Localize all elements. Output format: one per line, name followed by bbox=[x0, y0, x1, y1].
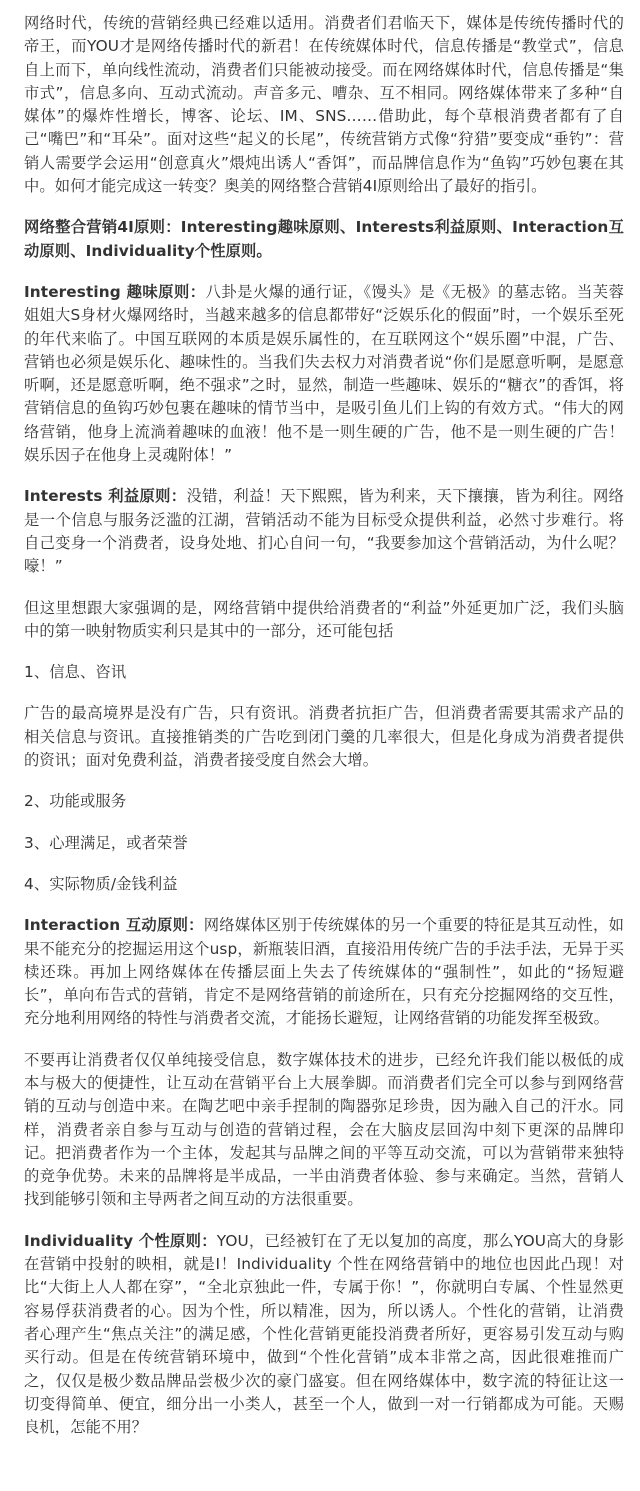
interests-body: 没错，利益！天下熙熙，皆为利来，天下攘攘，皆为利往。网络是一个信息与服务泛滥的江湖，营销活动不能为目标受众提供利益，必然寸步难行。将自己变身一个消费者，设身处地、扪心自问一句，“我要参加这个营销活动，为什么呢？嚎！” bbox=[24, 487, 624, 576]
interaction-body: 网络媒体区别于传统媒体的另一个重要的特征是其互动性，如果不能充分的挖掘运用这个usp，新瓶装旧酒，直接沿用传统广告的手法手法，无异于买椟还珠。再加上网络媒体在传播层面上失去了传统媒体的“强制性”，如此的“扬短避长”，单向布告式的营销，肯定不是网络营销的前途所在，只有充分挖掘网络的交互性，充分地利用网络的特性与消费者交流，才能扬长避短，让网络营销的功能发挥至极致。 bbox=[24, 916, 625, 1028]
benefit-extension-paragraph: 但这里想跟大家强调的是，网络营销中提供给消费者的“利益”外延更加广泛，我们头脑中的第一映射物质实利只是其中的一部分，还可能包括 bbox=[24, 598, 624, 640]
interaction-paragraph bbox=[24, 914, 624, 1030]
interesting-lead: Interesting 趣味原则： bbox=[24, 282, 206, 301]
intro-paragraph: 网络时代，传统的营销经典已经难以适用。消费者们君临天下，媒体是传统传播时代的帝王，而YOU才是网络传播时代的新君！在传统媒体时代，信息传播是“教堂式”，信息自上而下，单向线性流动，消费者们只能被动接受。而在网络媒体时代，信息传播是“集市式”，信息多向、互动式流动。声音多元、嘈杂、互不相同。网络媒体带来了多种“自媒体”的爆炸性增长，博客、论坛、IM、SNS……借助此，每个草根消费者都有了自己“嘴巴”和“耳朵”。面对这些“起义的长尾”，传统营销方式像“狩猎”要变成“垂钓”：营销人需要学会运用“创意真火”煨炖出诱人“香饵”，而品牌信息作为“鱼钩”巧妙包裹在其中。如何才能完成这一转变？奥美的网络整合营销4I原则给出了最好的指引。 bbox=[24, 14, 624, 196]
individuality-body: YOU，已经被钉在了无以复加的高度，那么YOU高大的身影在营销中投射的映相，就是I！Individuality 个性在网络营销中的地位也因此凸现！对比“大街上人人都在穿”，“全北京独此一件，专属于你！”，你就明白专属、个性显然更容易俘获消费者的心。因为个性，所以精准，因为，所以诱人。个性化的营销，让消费者心理产生“焦点关注”的满足感，个性化营销更能投消费者所好，更容易引发互动与购买行动。但是在传统营销环境中，做到“个性化营销”成本非常之高，因此很难推而广之，仅仅是极少数品牌品尝极少次的豪门盛宴。但在网络媒体中，数字流的特征让这一切变得简单、便宜，细分出一小类人，甚至一个人，做到一对一行销都成为可能。天赐良机，怎能不用？ bbox=[24, 1231, 624, 1437]
interaction-lead: Interaction 互动原则： bbox=[24, 916, 204, 935]
individuality-lead: Individuality 个性原则： bbox=[24, 1231, 217, 1250]
interests-lead: Interests 利益原则： bbox=[24, 487, 187, 506]
interesting-body: 八卦是火爆的通行证，《馒头》是《无极》的墓志铭。当芙蓉姐姐大S身材火爆网络时，当越来越多的信息都带好“泛娱乐化的假面”时，一个娱乐至死的年代来临了。中国互联网的本质是娱乐属性的，在互联网这个“娱乐圈”中混，广告、营销也必须是娱乐化、趣味性的。当我们失去权力对消费者说“你们是愿意听啊，是愿意听啊，还是愿意听啊，绝不强求”之时，显然，制造一些趣味、娱乐的“糖衣”的香饵，将营销信息的鱼钩巧妙包裹在趣味的情节当中，是吸引鱼儿们上钩的有效方式。“伟大的网络营销，他身上流淌着趣味的血液！他不是一则生硬的广告，他不是一则生硬的广告！娱乐因子在他身上灵魂附体！” bbox=[24, 282, 624, 465]
no-ads-paragraph: 广告的最高境界是没有广告，只有资讯。消费者抗拒广告，但消费者需要其需求产品的相关信息与资讯。直接推销类的广告吃到闭门羹的几率很大，但是化身成为消费者提供的资讯；面对免费利益，消费者接受度自然会大增。 bbox=[24, 704, 624, 770]
interests-paragraph bbox=[24, 485, 624, 578]
individuality-paragraph bbox=[24, 1230, 624, 1440]
benefit-item-2: 2、功能或服务 bbox=[24, 792, 127, 811]
benefit-item-4: 4、实际物质/金钱利益 bbox=[24, 874, 178, 893]
principles-heading: 网络整合营销4I原则：Interesting趣味原则、Interests利益原则、Interaction互动原则、Individuality个性原则。 bbox=[24, 218, 624, 260]
interaction-more-paragraph: 不要再让消费者仅仅单纯接受信息，数字媒体技术的进步，已经允许我们能以极低的成本与极大的便捷性，让互动在营销平台上大展拳脚。而消费者们完全可以参与到网络营销的互动与创造中来。在陶艺吧中亲手捏制的陶器弥足珍贵，因为融入自己的汗水。同样，消费者亲自参与互动与创造的营销过程，会在大脑皮层回沟中刻下更深的品牌印记。把消费者作为一个主体，发起其与品牌之间的平等互动交流，可以为营销带来独特的竞争优势。未来的品牌将是半成品，一半由消费者体验、参与来确定。当然，营销人找到能够引领和主导两者之间互动的方法很重要。 bbox=[24, 1050, 624, 1209]
benefit-item-3: 3、心理满足，或者荣誉 bbox=[24, 833, 188, 852]
interesting-paragraph bbox=[24, 281, 624, 467]
benefit-item-1: 1、信息、咨讯 bbox=[24, 663, 127, 682]
